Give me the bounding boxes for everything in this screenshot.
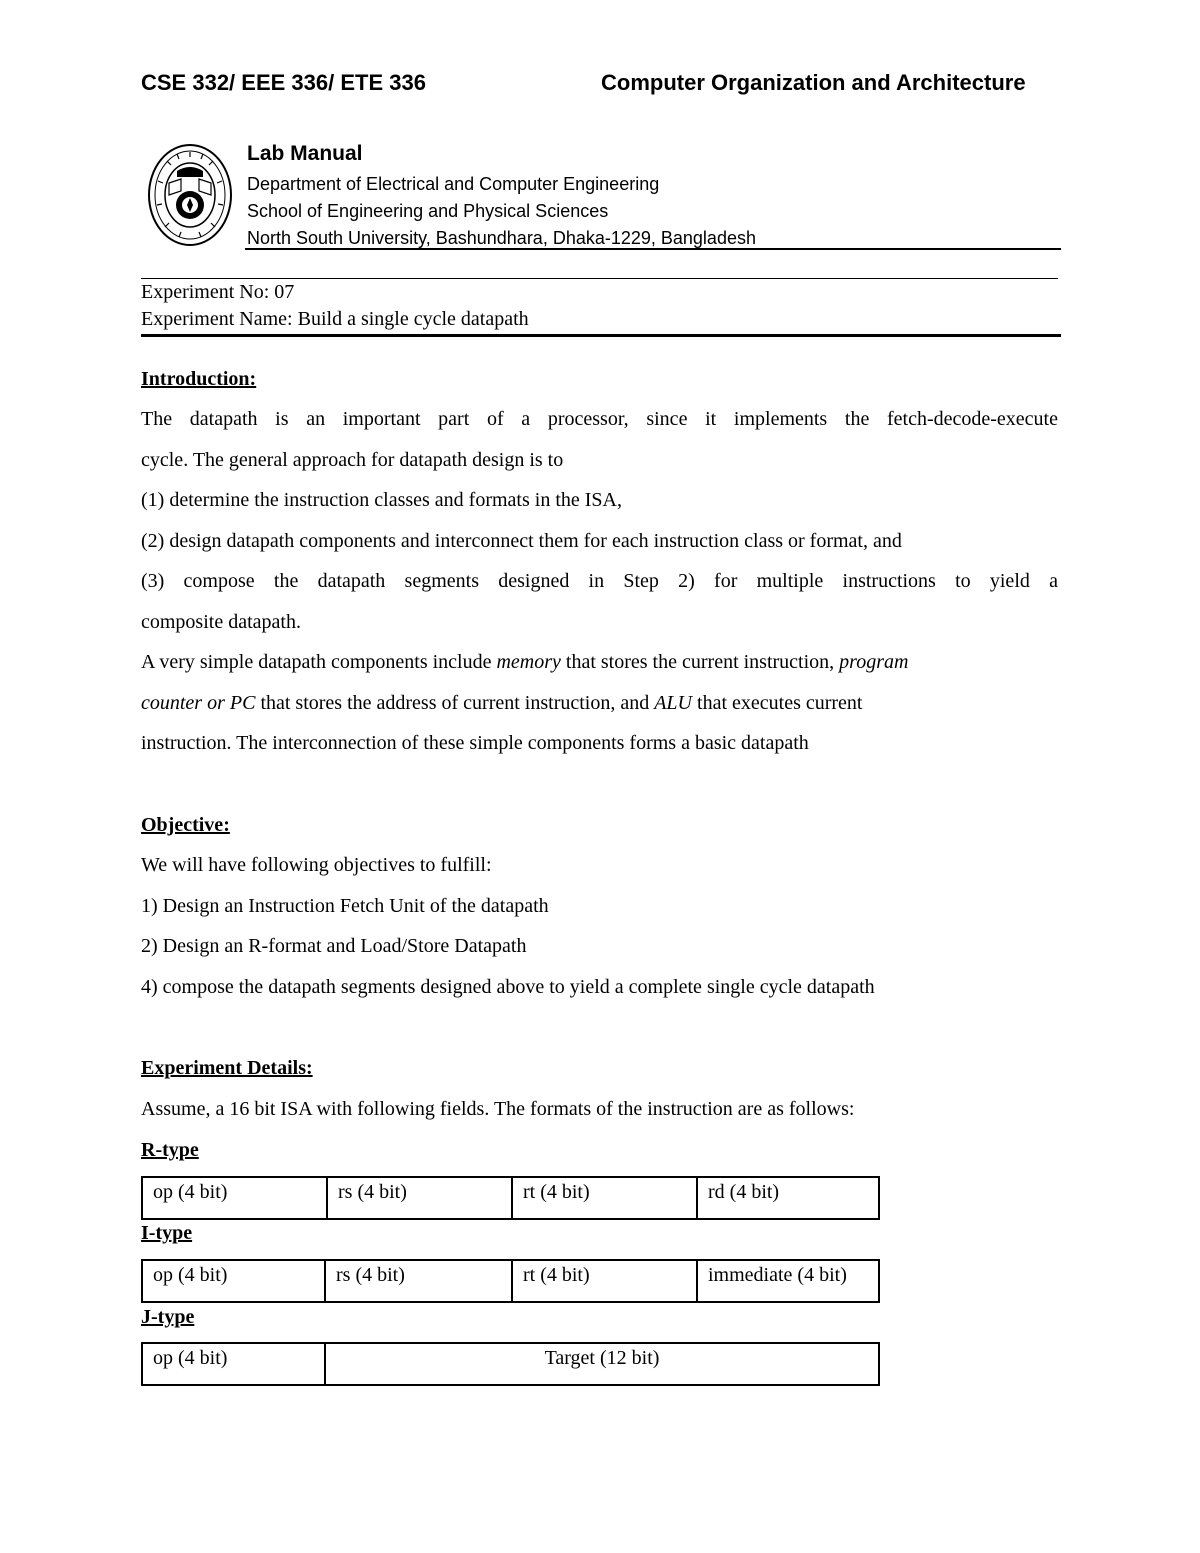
table-cell: op (4 bit) xyxy=(142,1260,325,1302)
objective-item: 4) compose the datapath segments designed above to yield a complete single cycle datapath xyxy=(141,976,875,998)
intro-step-1: (1) determine the instruction classes and formats in the ISA, xyxy=(141,489,622,511)
table-cell: op (4 bit) xyxy=(142,1177,327,1219)
details-intro: Assume, a 16 bit ISA with following fields. The formats of the instruction are as follows: xyxy=(141,1098,855,1120)
r-type-format-table xyxy=(141,1176,880,1220)
intro-step-2: (2) design datapath components and interconnect them for each instruction class or format, and xyxy=(141,530,902,552)
objective-intro: We will have following objectives to fulfill: xyxy=(141,854,492,876)
table-row xyxy=(142,1177,879,1219)
department-name: Department of Electrical and Computer Engineering xyxy=(247,174,660,194)
school-name: School of Engineering and Physical Sciences xyxy=(247,201,609,221)
table-cell: rs (4 bit) xyxy=(325,1260,512,1302)
university-address: North South University, Bashundhara, Dhaka-1229, Bangladesh xyxy=(247,228,756,248)
intro-paragraph-2-line-1: A very simple datapath components include memory that stores the current instruction, program xyxy=(141,651,909,673)
r-type-label: R-type xyxy=(141,1139,199,1161)
i-type-format-table xyxy=(141,1259,880,1303)
experiment-bottom-rule xyxy=(141,334,1061,337)
experiment-number: Experiment No: 07 xyxy=(141,281,295,303)
table-cell: rt (4 bit) xyxy=(512,1177,697,1219)
intro-line-2: cycle. The general approach for datapath design is to xyxy=(141,449,564,471)
table-row xyxy=(142,1343,879,1385)
table-cell: rd (4 bit) xyxy=(697,1177,879,1219)
intro-step-3-cont: composite datapath. xyxy=(141,611,301,633)
intro-paragraph-2-line-2: counter or PC that stores the address of current instruction, and ALU that executes current xyxy=(141,692,863,714)
table-cell: Target (12 bit) xyxy=(325,1343,879,1385)
introduction-heading: Introduction: xyxy=(141,368,257,390)
objective-item: 1) Design an Instruction Fetch Unit of the datapath xyxy=(141,895,549,917)
experiment-details-heading: Experiment Details: xyxy=(141,1057,313,1079)
table-cell: op (4 bit) xyxy=(142,1343,325,1385)
lab-manual-title: Lab Manual xyxy=(247,142,363,165)
j-type-label: J-type xyxy=(141,1306,195,1328)
header-rule xyxy=(245,248,1061,250)
course-title: Computer Organization and Architecture xyxy=(601,70,1026,95)
experiment-top-rule xyxy=(141,278,1058,279)
objective-heading: Objective: xyxy=(141,814,230,836)
experiment-name: Experiment Name: Build a single cycle datapath xyxy=(141,308,529,330)
table-row xyxy=(142,1260,879,1302)
i-type-label: I-type xyxy=(141,1222,193,1244)
table-cell: rt (4 bit) xyxy=(512,1260,697,1302)
table-cell: rs (4 bit) xyxy=(327,1177,512,1219)
course-codes: CSE 332/ EEE 336/ ETE 336 xyxy=(141,70,426,95)
j-type-format-table xyxy=(141,1342,880,1386)
intro-line-1: The datapath is an important part of a processor, since it implements the fetch-decode-execute xyxy=(141,408,1058,430)
objective-item: 2) Design an R-format and Load/Store Datapath xyxy=(141,935,527,957)
intro-step-3: (3) compose the datapath segments designed in Step 2) for multiple instructions to yield a xyxy=(141,570,1058,592)
intro-paragraph-2-line-3: instruction. The interconnection of these simple components forms a basic datapath xyxy=(141,732,809,754)
table-cell: immediate (4 bit) xyxy=(697,1260,879,1302)
university-seal-logo xyxy=(147,143,233,247)
